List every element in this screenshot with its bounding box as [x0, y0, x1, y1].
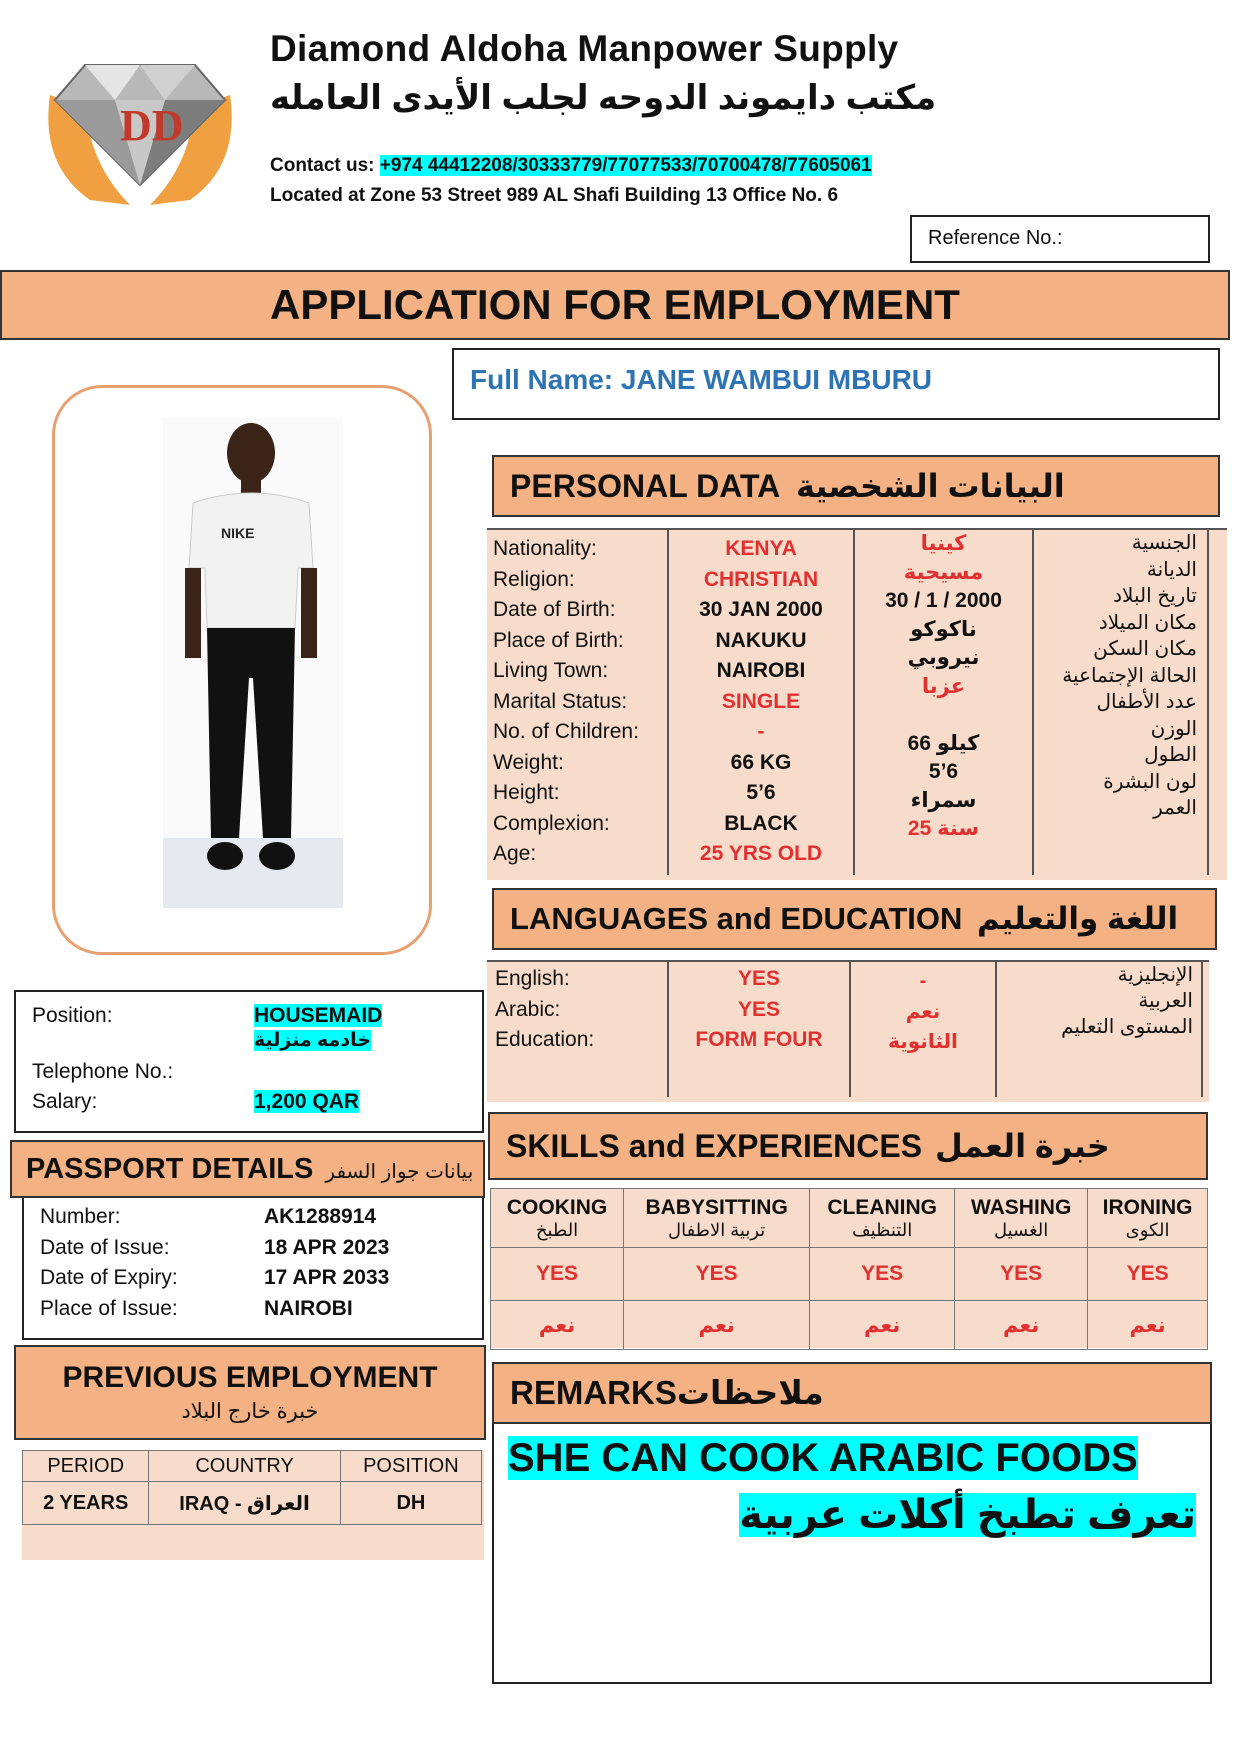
contact-line [270, 155, 872, 177]
passport-value: AK1288914 [264, 1205, 377, 1228]
skill-value: YES [955, 1248, 1088, 1301]
personal-label-arabic: الوزن [1150, 717, 1197, 740]
full-name: Full Name: JANE WAMBUI MBURU [470, 364, 933, 395]
skill-value: YES [810, 1248, 955, 1301]
language-label: Arabic: [495, 997, 561, 1021]
skill-name: WASHING [970, 1195, 1072, 1219]
personal-value-arabic: نيروبي [907, 646, 980, 669]
company-logo [30, 35, 250, 210]
skills-title: SKILLS and EXPERIENCES [506, 1128, 923, 1164]
language-value-arabic: - [919, 970, 927, 992]
remarks-box [492, 1424, 1212, 1684]
skill-name: IRONING [1102, 1195, 1193, 1219]
remarks-text-arabic: تعرف تطبخ أكلات عربية [739, 1493, 1196, 1537]
language-label-arabic: المستوى التعليم [1061, 1016, 1193, 1038]
personal-label: Age: [493, 842, 537, 865]
salary-label: Salary: [32, 1090, 98, 1113]
office-address: Located at Zone 53 Street 989 AL Shafi Building 13 Office No. 6 [270, 185, 839, 206]
passport-label: Date of Issue: [40, 1235, 170, 1259]
passport-label: Place of Issue: [40, 1296, 178, 1320]
skill-value-arabic: نعم [1088, 1301, 1208, 1350]
position-value-arabic: خادمه منزلية [254, 1030, 371, 1051]
passport-value: NAIROBI [264, 1296, 353, 1320]
personal-label: Complexion: [493, 811, 610, 835]
full-name-box [452, 348, 1220, 420]
previous-employment-cell: IRAQ - العراق [149, 1482, 340, 1525]
personal-label-arabic: عدد الأطفال [1096, 691, 1197, 713]
personal-label-arabic: مكان الميلاد [1098, 611, 1197, 634]
reference-label: Reference No.: [928, 227, 1063, 249]
languages-heading [492, 888, 1217, 950]
personal-label: Place of Birth: [493, 628, 624, 652]
language-value: FORM FOUR [695, 1028, 823, 1051]
passport-title-arabic: بيانات جواز السفر [325, 1161, 474, 1183]
personal-value: CHRISTIAN [703, 567, 819, 591]
personal-value-arabic [855, 701, 1032, 730]
page-title-text: APPLICATION FOR EMPLOYMENT [270, 281, 960, 328]
reference-box [910, 215, 1210, 263]
personal-value: NAIROBI [716, 659, 806, 682]
svg-text:NIKE: NIKE [221, 525, 255, 541]
position-label: Position: [32, 1004, 113, 1027]
personal-label: Living Town: [493, 659, 609, 682]
previous-employment-title-arabic: خبرة خارج البلاد [181, 1400, 319, 1423]
position-box [14, 990, 484, 1133]
telephone-label: Telephone No.: [32, 1060, 174, 1083]
personal-value: 25 YRS OLD [699, 842, 823, 865]
remarks-text: SHE CAN COOK ARABIC FOODS [508, 1436, 1138, 1480]
previous-employment-heading [14, 1345, 486, 1440]
personal-label: Weight: [493, 750, 564, 774]
language-value-arabic: نعم [905, 1000, 941, 1023]
language-label: English: [495, 967, 570, 990]
applicant-photo-frame [52, 385, 432, 955]
personal-label: Nationality: [493, 537, 597, 560]
passport-title: PASSPORT DETAILS [26, 1153, 314, 1185]
skills-grid [490, 1188, 1208, 1350]
passport-heading [10, 1140, 485, 1198]
personal-label: Religion: [493, 567, 575, 591]
remarks-heading [492, 1362, 1212, 1424]
skill-header [1088, 1189, 1208, 1248]
previous-employment-grid [22, 1450, 482, 1525]
personal-label-arabic: الطول [1144, 744, 1197, 766]
personal-value-arabic: ناكوكو [910, 617, 977, 641]
previous-employment-column-header: PERIOD [23, 1451, 149, 1482]
personal-value: 30 JAN 2000 [699, 598, 823, 621]
personal-value: NAKUKU [715, 628, 807, 652]
passport-label: Date of Expiry: [40, 1266, 178, 1289]
company-name-arabic: مكتب دايموند الدوحه لجلب الأيدى العامله [270, 79, 937, 117]
language-label: Education: [495, 1028, 595, 1051]
skill-name-arabic: التنظيف [852, 1219, 913, 1240]
personal-label: No. of Children: [493, 720, 639, 743]
personal-label: Date of Birth: [493, 598, 616, 621]
previous-employment-table [22, 1450, 484, 1560]
passport-value: 18 APR 2023 [264, 1235, 390, 1259]
languages-title-arabic: اللغة والتعليم [977, 901, 1179, 936]
personal-value: 66 KG [730, 750, 792, 774]
personal-value: KENYA [725, 537, 797, 560]
page-title [0, 270, 1230, 340]
remarks-title-arabic: ملاحظات [676, 1374, 824, 1411]
personal-data-title: PERSONAL DATA [510, 468, 780, 504]
passport-value: 17 APR 2033 [264, 1266, 390, 1289]
personal-value-arabic: كيلو 66 [907, 731, 980, 755]
contact-phones: +974 44412208/30333779/77077533/70700478/77605061 [379, 155, 872, 176]
personal-label-arabic: الجنسية [1131, 532, 1197, 554]
language-value: YES [737, 967, 781, 990]
languages-table [487, 960, 1209, 1102]
skill-header [955, 1189, 1088, 1248]
contact-label: Contact us: [270, 155, 375, 176]
skill-name: BABYSITTING [645, 1195, 788, 1219]
language-value-arabic: الثانوية [888, 1031, 958, 1053]
position-value: HOUSEMAID [254, 1004, 383, 1027]
skill-header [624, 1189, 810, 1248]
languages-title: LANGUAGES and EDUCATION [510, 901, 963, 936]
personal-value-arabic: كينيا [920, 532, 967, 555]
skill-value-arabic: نعم [624, 1301, 810, 1350]
personal-value-arabic: مسيحية [903, 560, 984, 584]
language-label-arabic: العربية [1138, 990, 1193, 1012]
personal-label-arabic: مكان السكن [1093, 638, 1197, 660]
previous-employment-column-header: POSITION [340, 1451, 481, 1482]
logo-letters: DD [120, 101, 184, 150]
personal-data-heading [492, 455, 1220, 517]
passport-box [22, 1198, 484, 1340]
company-name: Diamond Aldoha Manpower Supply [270, 28, 899, 69]
skill-name-arabic: الكوى [1125, 1219, 1170, 1240]
skill-value-arabic: نعم [955, 1301, 1088, 1350]
skill-value-arabic: نعم [810, 1301, 955, 1350]
personal-value: SINGLE [721, 689, 801, 713]
personal-label: Height: [493, 781, 560, 804]
previous-employment-column-header: COUNTRY [149, 1451, 340, 1482]
salary-value: 1,200 QAR [254, 1090, 360, 1113]
personal-label-arabic: تاريخ البلاد [1113, 585, 1197, 607]
previous-employment-cell: 2 YEARS [23, 1482, 149, 1525]
skills-heading [488, 1112, 1208, 1180]
language-label-arabic: الإنجليزية [1117, 964, 1193, 986]
personal-value-arabic: سمراء [910, 788, 977, 812]
personal-value: - [757, 720, 765, 743]
personal-value: 5’6 [746, 781, 776, 804]
skill-name-arabic: الطبخ [535, 1219, 579, 1240]
personal-label-arabic: الديانة [1146, 558, 1197, 581]
personal-label-arabic: الحالة الإجتماعية [1062, 664, 1197, 687]
personal-data-title-arabic: البيانات الشخصية [795, 468, 1065, 504]
previous-employment-title: PREVIOUS EMPLOYMENT [62, 1361, 438, 1394]
skill-name-arabic: الغسيل [993, 1219, 1049, 1240]
personal-value-arabic: سنة 25 [907, 817, 980, 840]
skill-name-arabic: تربية الاطفال [668, 1219, 766, 1240]
personal-label-arabic: لون البشرة [1103, 770, 1197, 793]
personal-label-arabic: العمر [1153, 797, 1197, 819]
personal-value-arabic: 30 / 1 / 2000 [885, 589, 1002, 612]
skill-value: YES [1088, 1248, 1208, 1301]
previous-employment-cell: DH [340, 1482, 481, 1525]
skill-header [810, 1189, 955, 1248]
passport-label: Number: [40, 1205, 121, 1228]
language-value: YES [737, 997, 781, 1021]
skill-value: YES [624, 1248, 810, 1301]
skill-name: CLEANING [827, 1195, 937, 1219]
skill-value-arabic: نعم [491, 1301, 624, 1350]
skill-header [491, 1189, 624, 1248]
skills-title-arabic: خبرة العمل [934, 1128, 1110, 1164]
applicant-photo [163, 418, 343, 908]
personal-value: BLACK [724, 811, 798, 835]
personal-value-arabic: 5’6 [928, 760, 959, 783]
personal-label: Marital Status: [493, 689, 628, 713]
skill-value: YES [491, 1248, 624, 1301]
personal-data-table [487, 528, 1227, 880]
personal-value-arabic: عزبا [921, 674, 966, 698]
remarks-title: REMARKS [510, 1374, 677, 1411]
skill-name: COOKING [506, 1195, 608, 1219]
skills-table [490, 1188, 1208, 1348]
